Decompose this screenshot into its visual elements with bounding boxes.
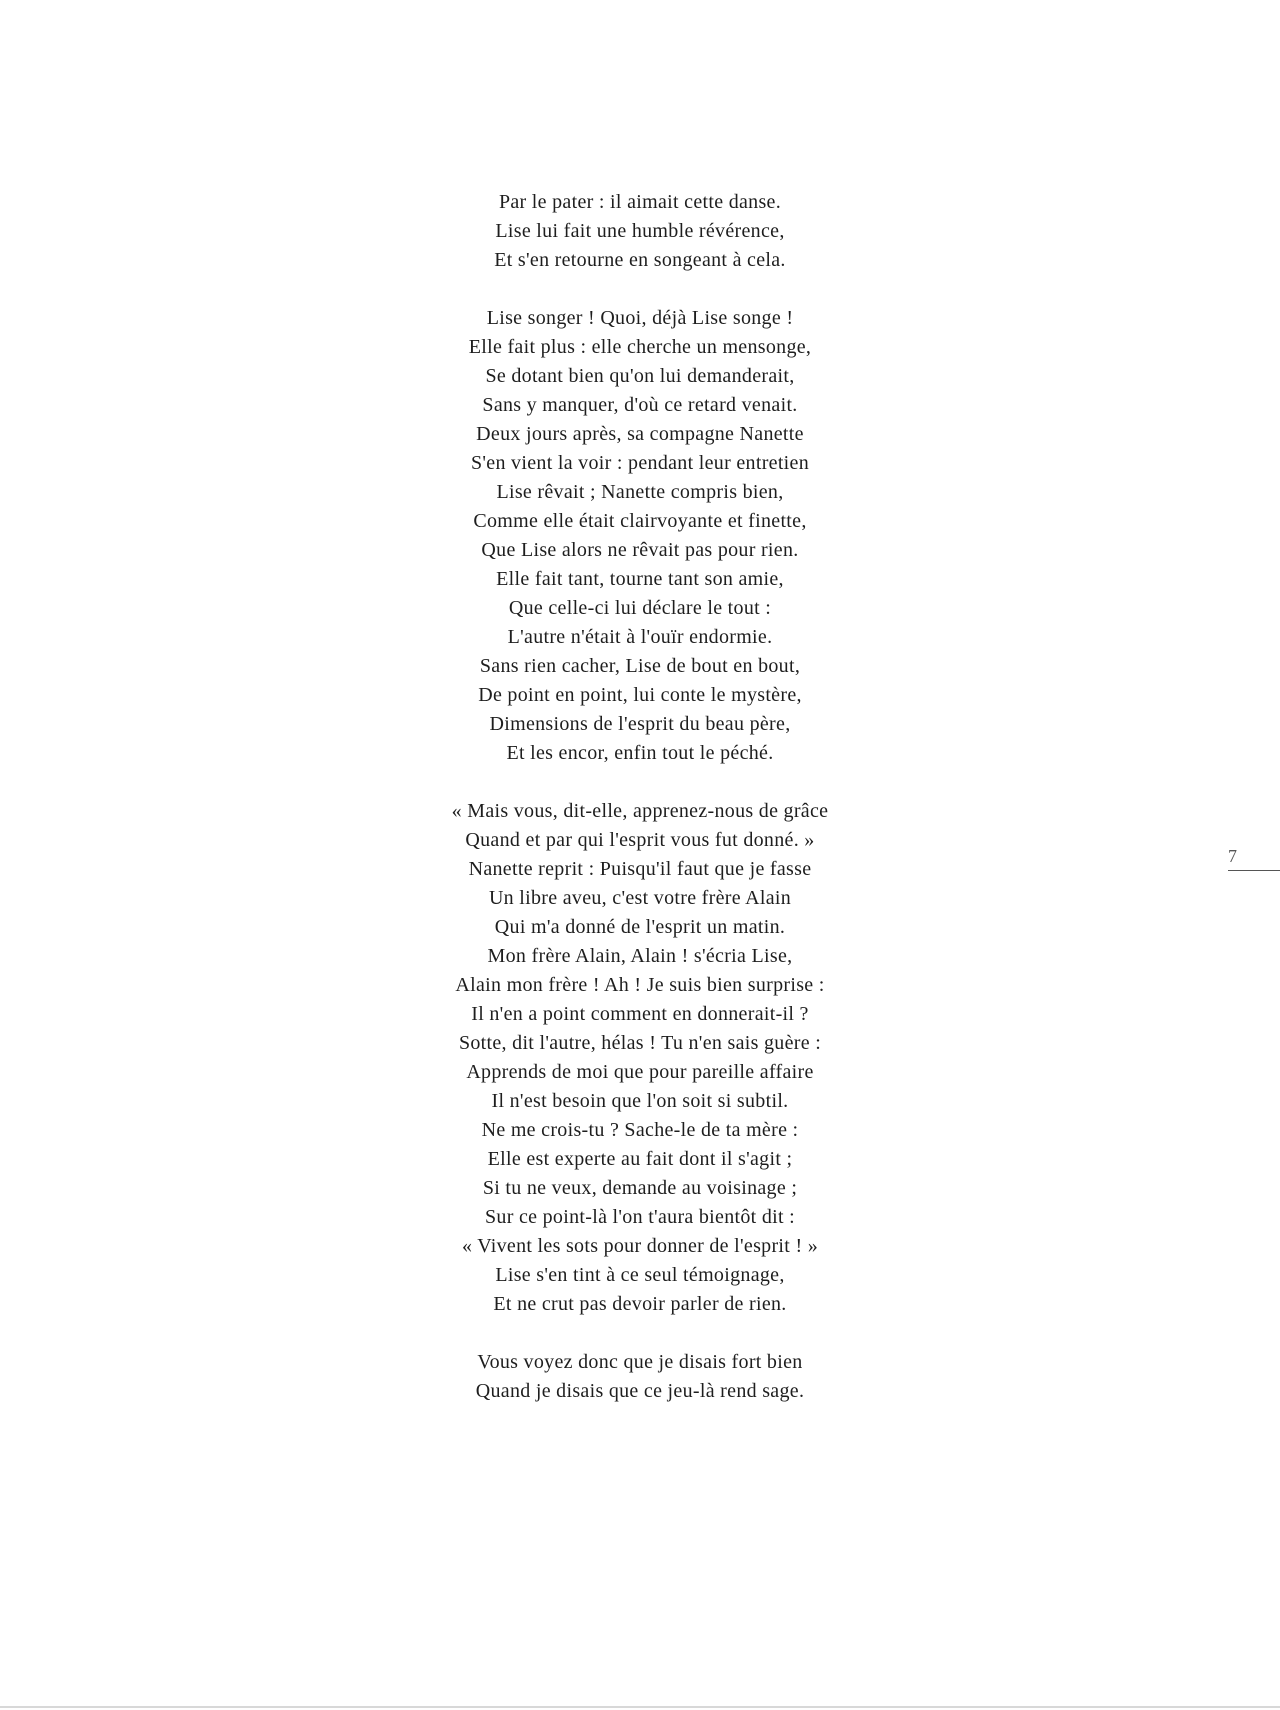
verse-line: Lise s'en tint à ce seul témoignage, [495,1264,785,1286]
verse-line: Apprends de moi que pour pareille affaire [466,1061,814,1083]
verse-line: Dimensions de l'esprit du beau père, [489,713,791,735]
verse-line: Lise songer ! Quoi, déjà Lise songe ! [486,307,794,329]
verse-line: Que Lise alors ne rêvait pas pour rien. [481,539,799,561]
verse-line: « Mais vous, dit-elle, apprenez-nous de grâce [451,800,829,822]
verse-line: Comme elle était clairvoyante et finette, [473,510,807,532]
verse-line: Et s'en retourne en songeant à cela. [494,249,786,271]
verse-line: Vous voyez donc que je disais fort bien [477,1351,803,1373]
verse-line: Sans rien cacher, Lise de bout en bout, [479,655,801,677]
page-number-label: 7 [1228,846,1237,866]
verse-line: Alain mon frère ! Ah ! Je suis bien surprise : [455,974,825,996]
verse-line: De point en point, lui conte le mystère, [478,684,802,706]
verse-line: S'en vient la voir : pendant leur entretien [470,452,810,474]
stanza-2 [340,304,940,768]
verse-line: Sotte, dit l'autre, hélas ! Tu n'en sais guère : [458,1032,822,1054]
verse-line: Sur ce point-là l'on t'aura bientôt dit : [485,1206,795,1228]
verse-line: Se dotant bien qu'on lui demanderait, [485,365,795,387]
verse-line: Et ne crut pas devoir parler de rien. [493,1293,787,1315]
verse-line: Quand et par qui l'esprit vous fut donné. » [465,829,815,851]
verse-line: Il n'en a point comment en donnerait-il ? [471,1003,809,1025]
verse-line: Que celle-ci lui déclare le tout : [508,597,772,619]
verse-line: Sans y manquer, d'où ce retard venait. [482,394,798,416]
verse-line: L'autre n'était à l'ouïr endormie. [507,626,773,648]
verse-line: Elle fait plus : elle cherche un mensonge, [468,336,812,358]
verse-line: Deux jours après, sa compagne Nanette [476,423,804,445]
verse-line: Mon frère Alain, Alain ! s'écria Lise, [487,945,793,967]
verse-line: Elle est experte au fait dont il s'agit ; [487,1148,793,1170]
verse-line: Lise rêvait ; Nanette compris bien, [496,481,784,503]
verse-line: Un libre aveu, c'est votre frère Alain [488,887,792,909]
stanza-3 [340,797,940,1319]
verse-line: Quand je disais que ce jeu-là rend sage. [475,1380,805,1402]
verse-line: Il n'est besoin que l'on soit si subtil. [491,1090,789,1112]
stanza-4 [340,1348,940,1406]
poem-text [340,188,940,1435]
verse-line: Par le pater : il aimait cette danse. [498,191,782,213]
verse-line: « Vivent les sots pour donner de l'esprit ! » [461,1235,819,1257]
verse-line: Nanette reprit : Puisqu'il faut que je fasse [468,858,812,880]
verse-line: Elle fait tant, tourne tant son amie, [496,568,784,590]
verse-line: Et les encor, enfin tout le péché. [506,742,774,764]
page-number [1228,848,1280,871]
verse-line: Ne me crois-tu ? Sache-le de ta mère : [481,1119,799,1141]
stanza-1 [340,188,940,275]
page-bottom-edge [0,1706,1280,1708]
verse-line: Qui m'a donné de l'esprit un matin. [494,916,786,938]
verse-line: Si tu ne veux, demande au voisinage ; [482,1177,798,1199]
verse-line: Lise lui fait une humble révérence, [495,220,785,242]
